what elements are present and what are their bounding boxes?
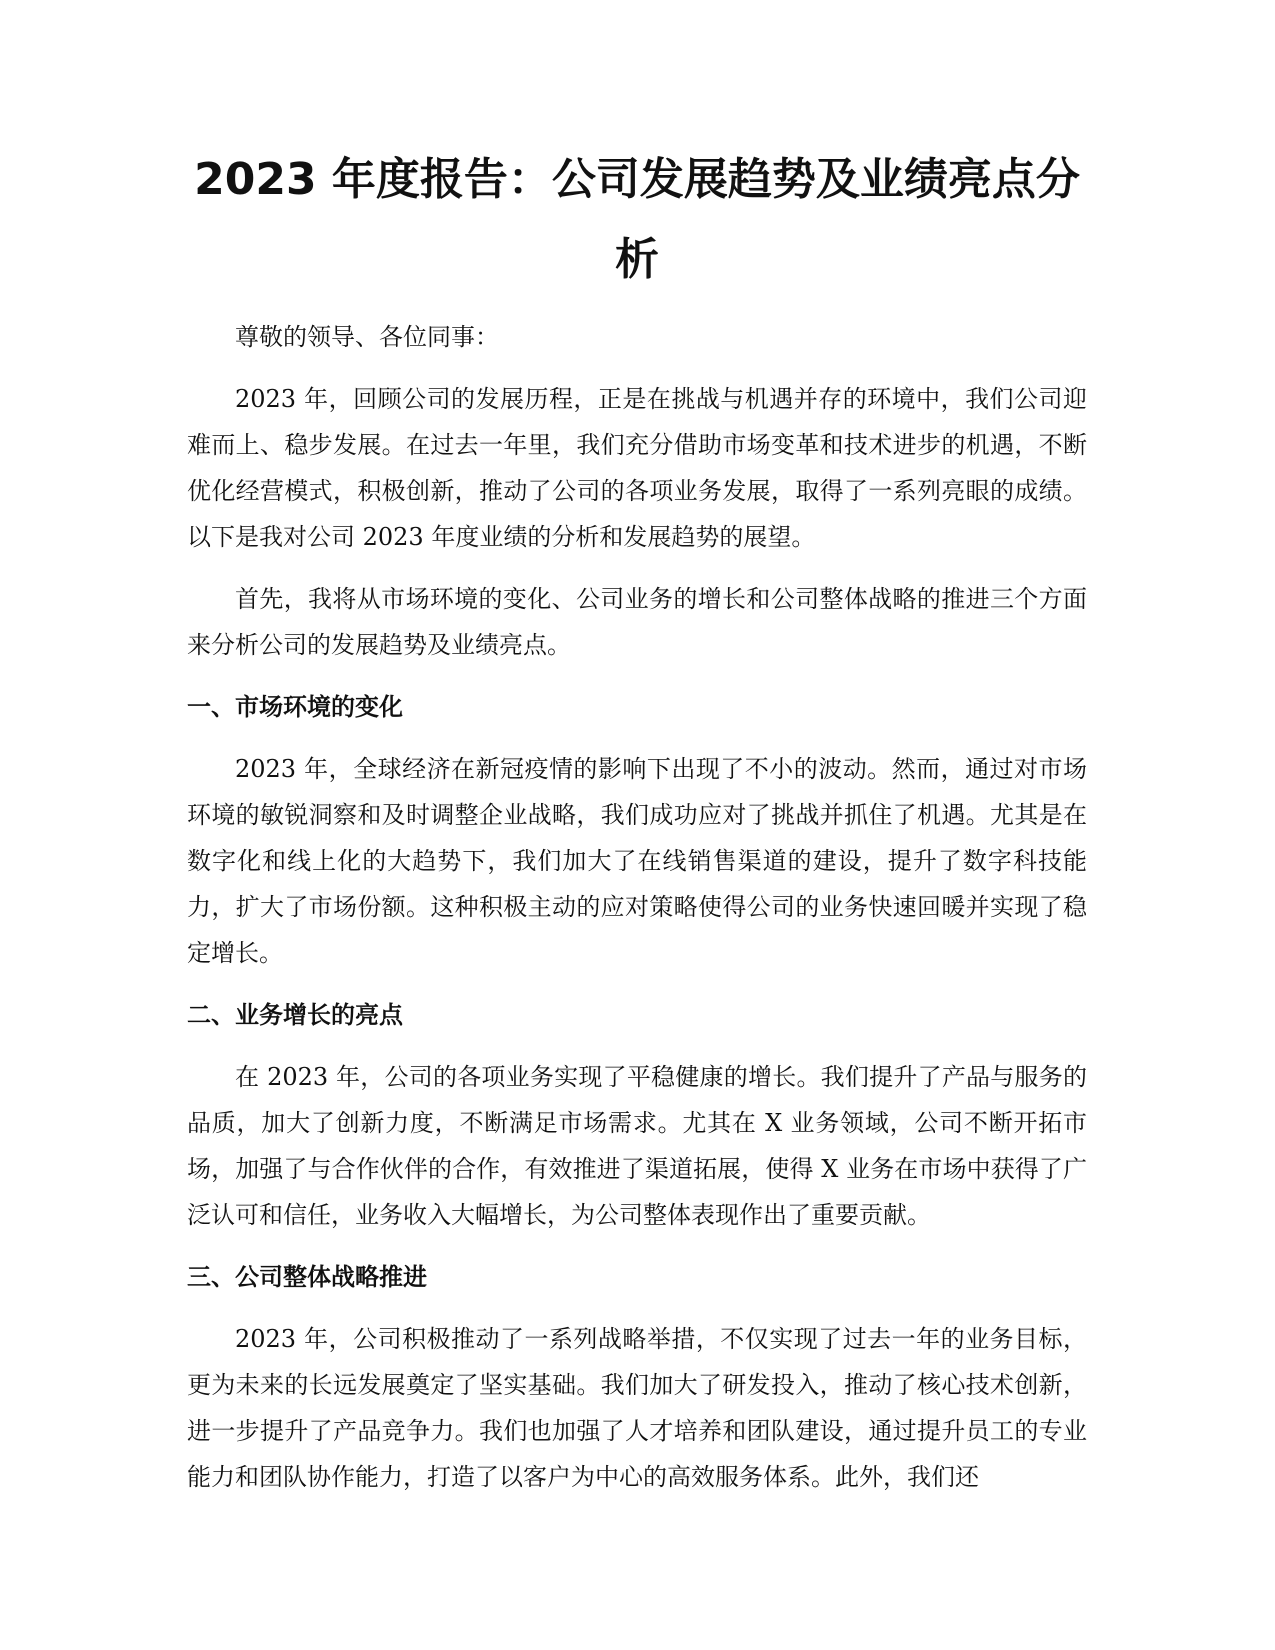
document-title: 2023 年度报告：公司发展趋势及业绩亮点分析: [194, 154, 1080, 285]
section-heading-market: 一、市场环境的变化: [187, 693, 403, 721]
intro-paragraph: 2023 年，回顾公司的发展历程，正是在挑战与机遇并存的环境中，我们公司迎难而上、稳步发展。在过去一年里，我们充分借助市场变革和技术进步的机遇，不断优化经营模式，积极创新，推动了公司的各项业务发展，取得了一系列亮眼的成绩。以下是我对公司 2023 年度业绩的分析和发展趋势的展望。: [187, 385, 1087, 551]
greeting-paragraph: 尊敬的领导、各位同事：: [235, 323, 499, 351]
section-body-market: 2023 年，全球经济在新冠疫情的影响下出现了不小的波动。然而，通过对市场环境的敏锐洞察和及时调整企业战略，我们成功应对了挑战并抓住了机遇。尤其是在数字化和线上化的大趋势下，我们加大了在线销售渠道的建设，提升了数字科技能力，扩大了市场份额。这种积极主动的应对策略使得公司的业务快速回暖并实现了稳定增长。: [187, 755, 1087, 967]
document-page: [187, 140, 1087, 1516]
section-body-growth: 在 2023 年，公司的各项业务实现了平稳健康的增长。我们提升了产品与服务的品质，加大了创新力度，不断满足市场需求。尤其在 X 业务领域，公司不断开拓市场，加强了与合作伙伴的合作，有效推进了渠道拓展，使得 X 业务在市场中获得了广泛认可和信任，业务收入大幅增长，为公司整体表现作出了重要贡献。: [187, 1063, 1087, 1229]
section-body-strategy: 2023 年，公司积极推动了一系列战略举措，不仅实现了过去一年的业务目标，更为未来的长远发展奠定了坚实基础。我们加大了研发投入，推动了核心技术创新，进一步提升了产品竞争力。我们也加强了人才培养和团队建设，通过提升员工的专业能力和团队协作能力，打造了以客户为中心的高效服务体系。此外，我们还: [187, 1325, 1087, 1491]
section-heading-strategy: 三、公司整体战略推进: [187, 1263, 427, 1291]
section-heading-growth: 二、业务增长的亮点: [187, 1001, 403, 1029]
overview-paragraph: 首先，我将从市场环境的变化、公司业务的增长和公司整体战略的推进三个方面来分析公司的发展趋势及业绩亮点。: [187, 585, 1087, 659]
